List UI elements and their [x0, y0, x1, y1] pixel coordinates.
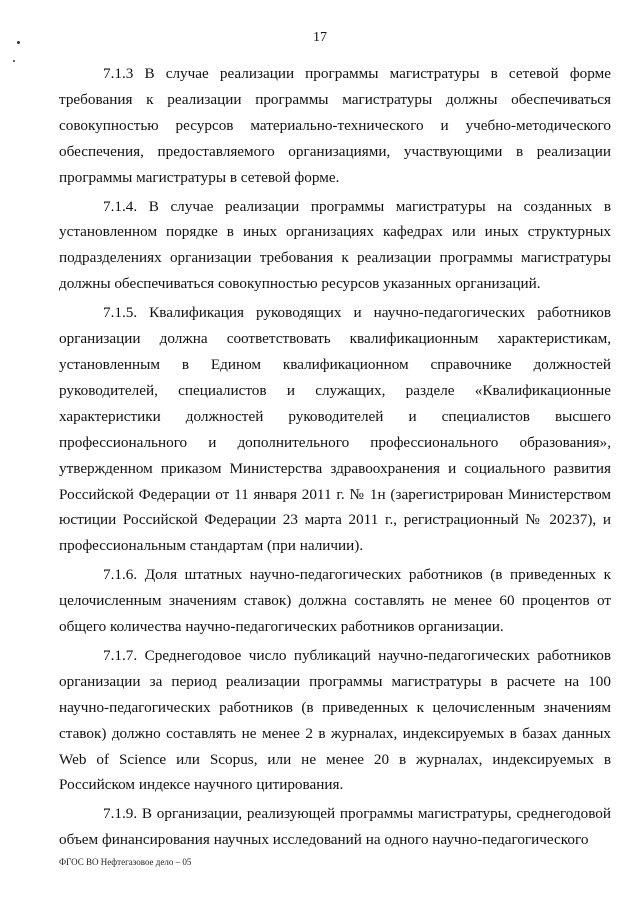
- footer-note: ФГОС ВО Нефтегазовое дело – 05: [59, 857, 192, 867]
- document-body: [59, 61, 611, 856]
- paragraph-7-1-3: 7.1.3 В случае реализации программы магистратуры в сетевой форме требования к реализации программы магистратуры должны обеспечиваться совокупностью ресурсов материально-технического и учебно-методического обеспечения, предоставляемого организациями, участвующими в реализации программы магистратуры в сетевой форме.: [59, 65, 611, 186]
- paragraph-7-1-5: 7.1.5. Квалификация руководящих и научно-педагогических работников организации должна соответствовать квалификационным характеристикам, установленным в Едином квалификационном справочнике должностей руководителей, специалистов и служащих, разделе «Квалификационные характеристики должностей руководителей и специалистов высшего профессионального и дополнительного профессионального образования», утвержденном приказом Министерства здравоохранения и социального развития Российской Федерации от 11 января 2011 г. № 1н (зарегистрирован Министерством юстиции Российской Федерации 23 марта 2011 г., регистрационный № 20237), и профессиональным стандартам (при наличии).: [59, 304, 611, 555]
- paragraph-7-1-9: 7.1.9. В организации, реализующей программы магистратуры, среднегодовой объем финансирования научных исследований на одного научно-педагогического: [59, 805, 611, 849]
- page-number: 17: [313, 30, 327, 45]
- paragraph-7-1-7: 7.1.7. Среднегодовое число публикаций научно-педагогических работников организации за период реализации программы магистратуры в расчете на 100 научно-педагогических работников (в приведенных к целочисленным значениям ставок) должно составлять не менее 2 в журналах, индексируемых в базах данных Web of Science или Scopus, или не менее 20 в журналах, индексируемых в Российском индексе научного цитирования.: [59, 646, 611, 794]
- paragraph-7-1-4: 7.1.4. В случае реализации программы магистратуры на созданных в установленном порядке в иных организациях кафедрах или иных структурных подразделениях организации требования к реализации программы магистратуры должны обеспечиваться совокупностью ресурсов указанных организаций.: [59, 197, 611, 293]
- paragraph-7-1-6: 7.1.6. Доля штатных научно-педагогических работников (в приведенных к целочисленным значениям ставок) должна составлять не менее 60 процентов от общего количества научно-педагогических работников организации.: [59, 566, 611, 636]
- scan-mark: [17, 41, 20, 44]
- scan-mark: [13, 60, 15, 62]
